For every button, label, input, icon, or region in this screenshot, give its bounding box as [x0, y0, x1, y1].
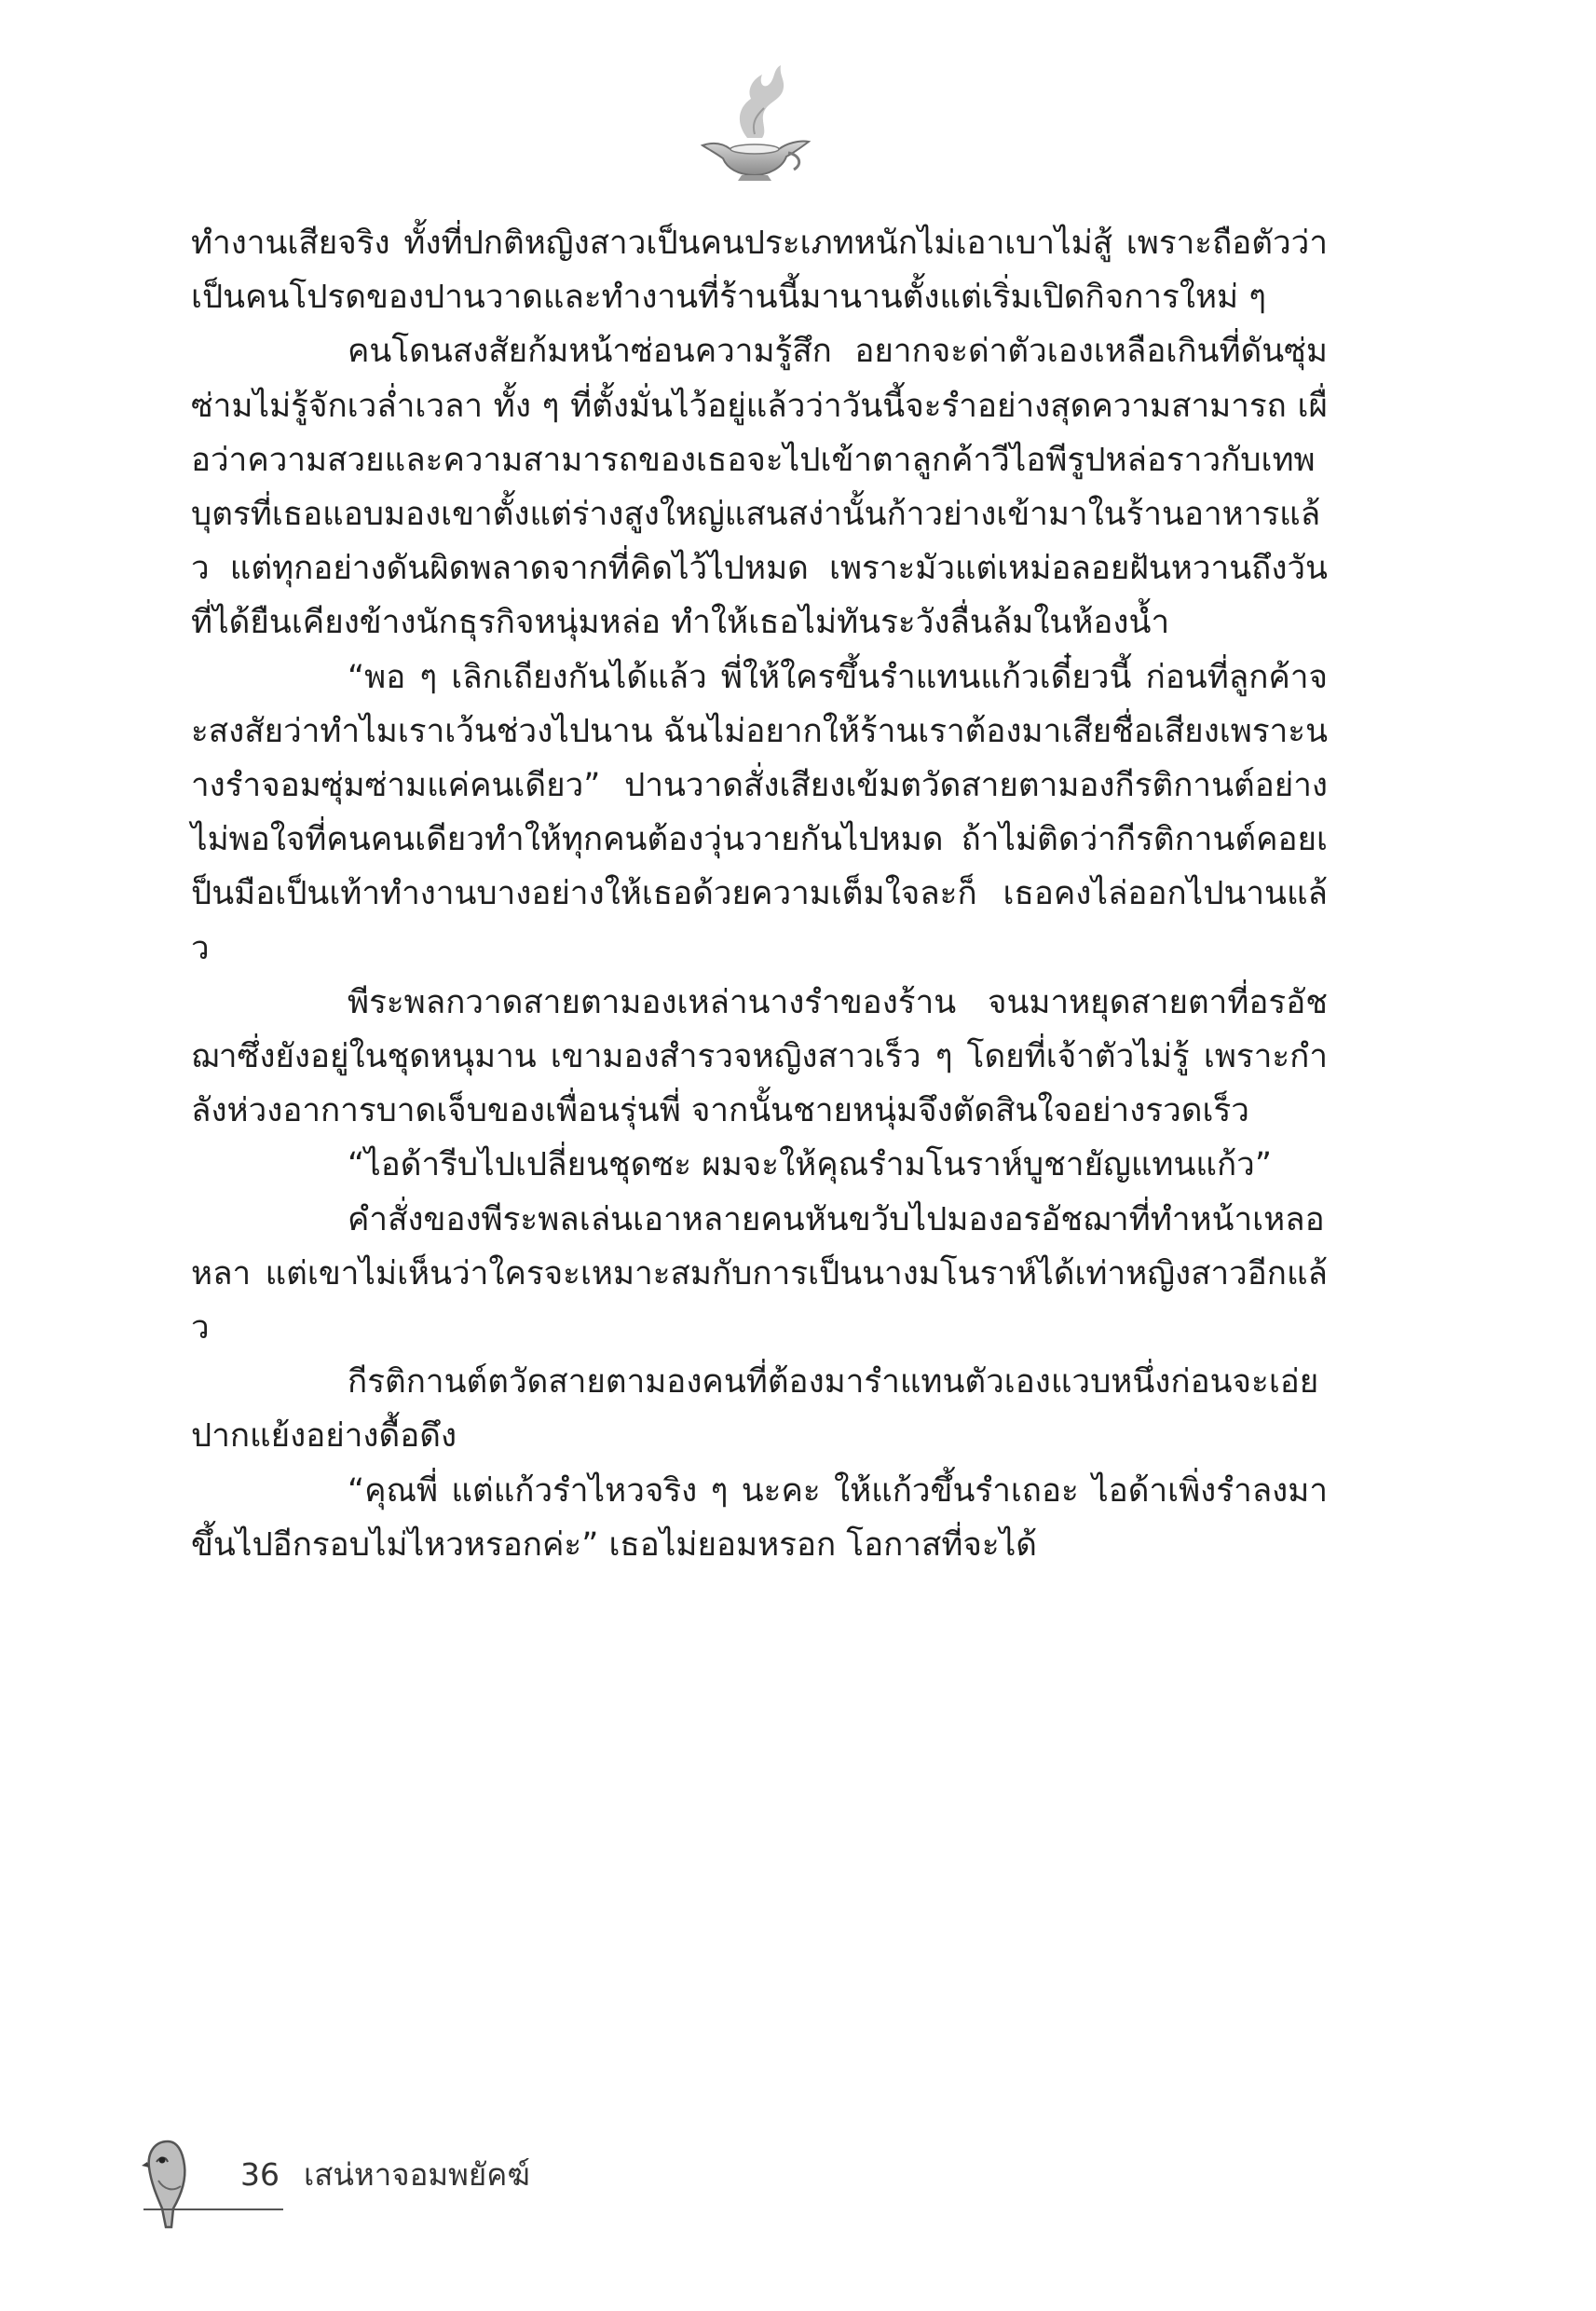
paragraph: พีระพลกวาดสายตามองเหล่านางรำของร้าน จนมาหยุดสายตาที่อรอัชฌาซึ่งยังอยู่ในชุดหนุมาน เขามองสำรวจหญิงสาวเร็ว ๆ โดยที่เจ้าตัวไม่รู้ เพราะกำลังห่วงอาการบาดเจ็บของเพื่อนรุ่นพี่ จากนั้นชายหนุ่มจึงตัดสินใจอย่างรวดเร็ว — [191, 983, 1328, 1130]
paragraph: “พอ ๆ เลิกเถียงกันได้แล้ว พี่ให้ใครขึ้นรำแทนแก้วเดี๋ยวนี้ ก่อนที่ลูกค้าจะสงสัยว่าทำไมเราเว้นช่วงไปนาน ฉันไม่อยากให้ร้านเราต้องมาเสียชื่อเสียงเพราะนางรำจอมซุ่มซ่ามแค่คนเดียว” ปานวาดสั่งเสียงเข้มตวัดสายตามองกีรติกานต์อย่างไม่พอใจที่คนคนเดียวทำให้ทุกคนต้องวุ่นวายกันไปหมด ถ้าไม่ติดว่ากีรติกานต์คอยเป็นมือเป็นเท้าทำงานบางอย่างให้เธอด้วยความเต็มใจละก็ เธอคงไล่ออกไปนานแล้ว — [191, 658, 1328, 967]
footer-rule — [143, 2208, 283, 2210]
paragraph: คำสั่งของพีระพลเล่นเอาหลายคนหันขวับไปมองอรอัชฌาที่ทำหน้าเหลอหลา แต่เขาไม่เห็นว่าใครจะเหมาะสมกับการเป็นนางมโนราห์ได้เท่าหญิงสาวอีกแล้ว — [191, 1200, 1328, 1347]
page-number: 36 — [240, 2156, 280, 2193]
paragraph: “คุณพี่ แต่แก้วรำไหวจริง ๆ นะคะ ให้แก้วขึ้นรำเถอะ ไอด้าเพิ่งรำลงมา ขึ้นไปอีกรอบไม่ไหวหรอกค่ะ” เธอไม่ยอมหรอก โอกาสที่จะได้ — [191, 1471, 1328, 1564]
page-body — [191, 216, 1328, 1572]
lamp-ornament-icon — [689, 56, 820, 186]
paragraph: ทำงานเสียจริง ทั้งที่ปกติหญิงสาวเป็นคนประเภทหนักไม่เอาเบาไม่สู้ เพราะถือตัวว่าเป็นคนโปรดของปานวาดและทำงานที่ร้านนี้มานานตั้งแต่เริ่มเปิดกิจการใหม่ ๆ — [191, 225, 1328, 317]
page-footer — [140, 2134, 606, 2236]
paragraph: คนโดนสงสัยก้มหน้าซ่อนความรู้สึก อยากจะด่าตัวเองเหลือเกินที่ดันซุ่มซ่ามไม่รู้จักเวล่ำเวลา ทั้ง ๆ ที่ตั้งมั่นไว้อยู่แล้วว่าวันนี้จะรำอย่างสุดความสามารถ เผื่อว่าความสวยและความสามารถของเธอจะไปเข้าตาลูกค้าวีไอพีรูปหล่อราวกับเทพบุตรที่เธอแอบมองเขาตั้งแต่ร่างสูงใหญ่แสนสง่านั้นก้าวย่างเข้ามาในร้านอาหารแล้ว แต่ทุกอย่างดันผิดพลาดจากที่คิดไว้ไปหมด เพราะมัวแต่เหม่อลอยฝันหวานถึงวันที่ได้ยืนเคียงข้างนักธุรกิจหนุ่มหล่อ ทำให้เธอไม่ทันระวังลื่นล้มในห้องน้ำ — [191, 333, 1328, 642]
book-title: เสน่หาจอมพยัคฆ์ — [304, 2156, 530, 2193]
paragraph: “ไอด้ารีบไปเปลี่ยนชุดซะ ผมจะให้คุณรำมโนราห์บูชายัญแทนแก้ว” — [348, 1146, 1272, 1184]
paragraph: กีรติกานต์ตวัดสายตามองคนที่ต้องมารำแทนตัวเองแวบหนึ่งก่อนจะเอ่ยปากแย้งอย่างดื้อดึง — [191, 1363, 1319, 1456]
bird-icon — [140, 2134, 196, 2232]
